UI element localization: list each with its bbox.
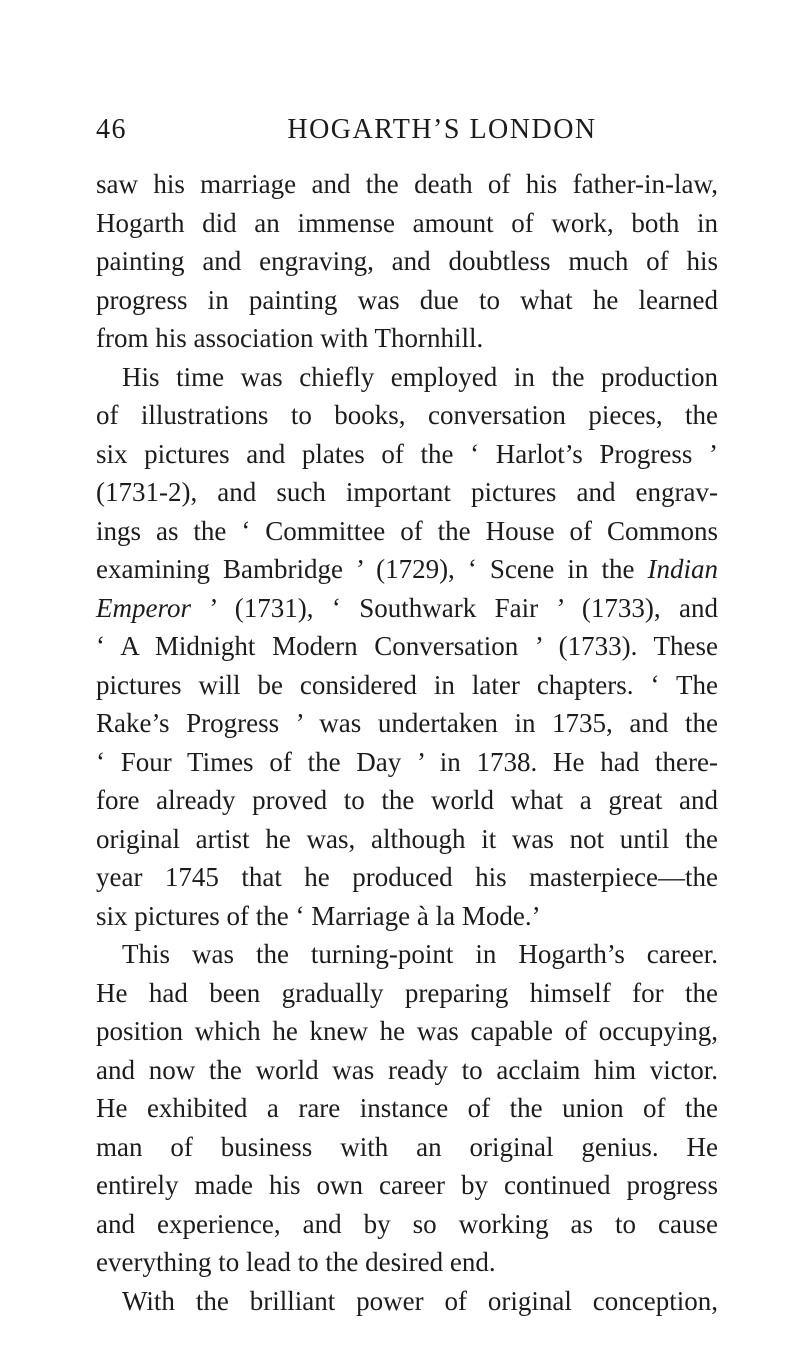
text-line: of illustrations to books, conversation pieces, the bbox=[96, 400, 718, 430]
text-line: ‘ A Midnight Modern Conversation ’ (1733). These bbox=[96, 631, 718, 661]
page-number: 46 bbox=[96, 114, 127, 145]
text-line: man of business with an original genius. He bbox=[96, 1131, 718, 1162]
text-line: (1731-2), and such important pictures and engrav- bbox=[96, 477, 718, 507]
running-title: HOGARTH’S LONDON bbox=[287, 114, 597, 145]
text-line: Emperor ’ (1731), ‘ Southwark Fair ’ (1733), and bbox=[96, 592, 718, 623]
text-line: Rake’s Progress ’ was undertaken in 1735, and the bbox=[96, 708, 718, 738]
text-line: six pictures of the ‘ Marriage à la Mode.’ bbox=[96, 900, 541, 931]
text-line: He exhibited a rare instance of the union of the bbox=[96, 1093, 718, 1123]
text-line: position which he knew he was capable of occupying, bbox=[96, 1016, 718, 1046]
text-line: six pictures and plates of the ‘ Harlot’s Progress ’ bbox=[96, 438, 718, 469]
text-line: original artist he was, although it was not until the bbox=[96, 823, 718, 854]
text-line: This was the turning-point in Hogarth’s career. bbox=[122, 939, 718, 969]
text-line: year 1745 that he produced his masterpiece—the bbox=[96, 862, 718, 892]
text-line: With the brilliant power of original conception, bbox=[122, 1285, 718, 1316]
text-line: and now the world was ready to acclaim him victor. bbox=[96, 1054, 718, 1085]
text-line: fore already proved to the world what a great and bbox=[96, 785, 718, 815]
text-line: and experience, and by so working as to cause bbox=[96, 1208, 718, 1239]
text-line: entirely made his own career by continued progress bbox=[96, 1170, 718, 1200]
text-line: saw his marriage and the death of his father-in-law, bbox=[96, 169, 718, 199]
running-head bbox=[96, 110, 718, 150]
text-line: Hogarth did an immense amount of work, both in bbox=[96, 207, 718, 238]
text-line: ings as the ‘ Committee of the House of Commons bbox=[96, 515, 718, 546]
text-line: painting and engraving, and doubtless much of his bbox=[96, 246, 718, 276]
text-line: everything to lead to the desired end. bbox=[96, 1247, 496, 1277]
text-line: from his association with Thornhill. bbox=[96, 323, 484, 353]
text-line: examining Bambridge ’ (1729), ‘ Scene in the Indian bbox=[96, 554, 718, 584]
body-text bbox=[96, 165, 718, 1320]
text-line: progress in painting was due to what he learned bbox=[96, 284, 718, 315]
text-line: He had been gradually preparing himself for the bbox=[96, 977, 718, 1008]
text-line: His time was chiefly employed in the production bbox=[122, 361, 718, 392]
text-line: ‘ Four Times of the Day ’ in 1738. He had there- bbox=[96, 746, 718, 777]
text-line: pictures will be considered in later chapters. ‘ The bbox=[96, 669, 718, 700]
